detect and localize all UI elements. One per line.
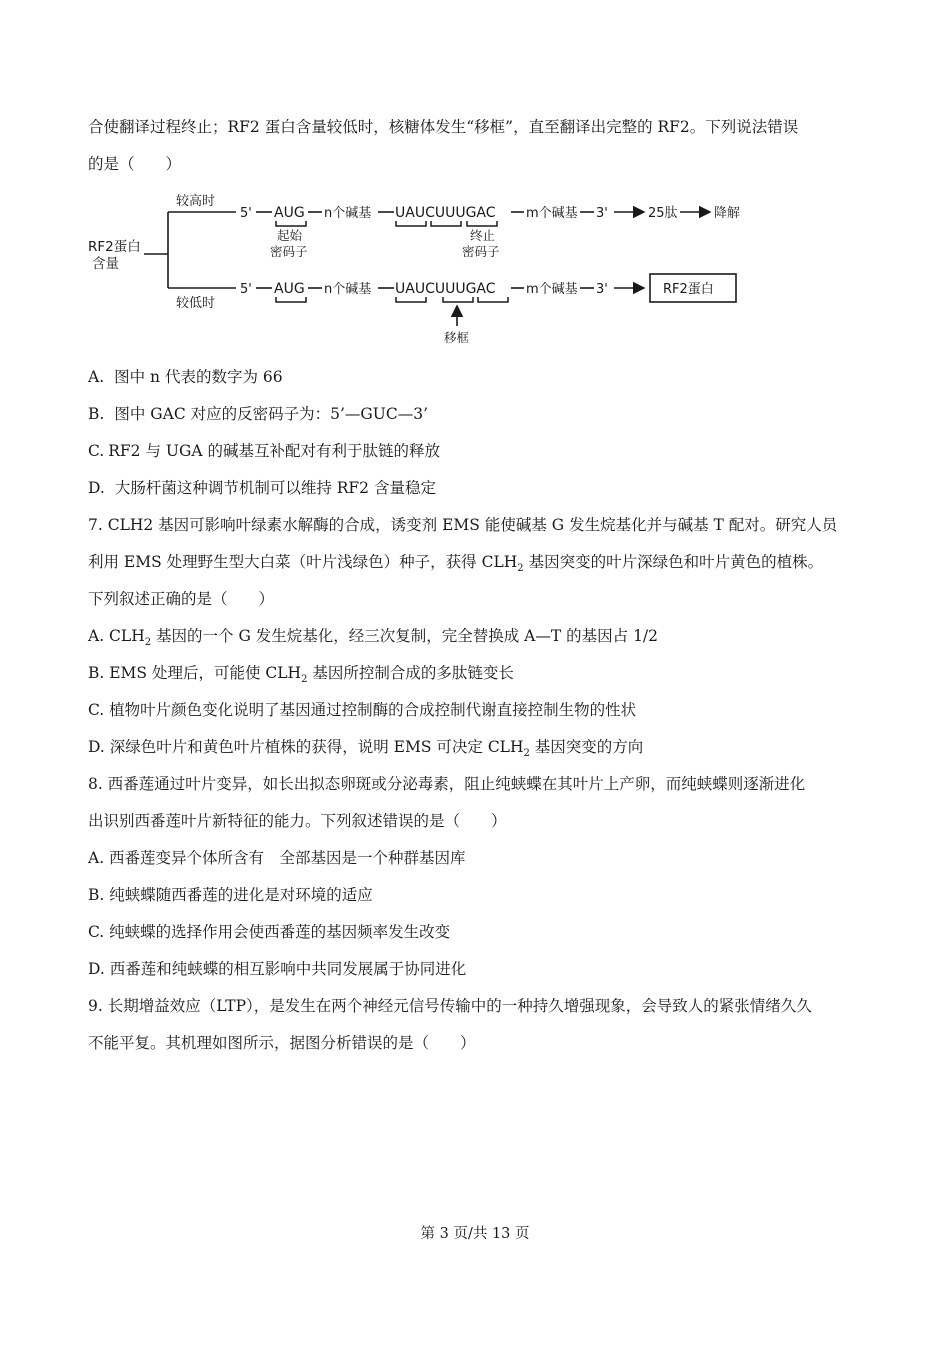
degrade-label: 降解 [714, 206, 741, 221]
q7-option-c: C. 植物叶片颜色变化说明了基因通过控制酶的合成控制代谢直接控制生物的性状 [88, 701, 637, 719]
three-prime-label: 3' [596, 282, 608, 297]
mrna-row-low [240, 274, 736, 345]
five-prime-label: 5' [240, 282, 252, 297]
q7-stem-line3: 下列叙述正确的是（ ） [88, 590, 275, 608]
source-label-line2: 含量 [92, 256, 119, 272]
q6-option-b: B. 图中 GAC 对应的反密码子为：5’—GUC—3’ [88, 405, 428, 423]
q7-stem-line2: 利用 EMS 处理野生型大白菜（叶片浅绿色）种子，获得 $CLH_2$ 基因突变的叶片深绿色和叶片黄色的植株。 [88, 553, 824, 575]
page-footer: 第 3 页/共 13 页 [420, 1226, 530, 1242]
rf2-protein-label: RF2蛋白 [663, 282, 714, 297]
q8-option-d: D. 西番莲和纯蛱蝶的相互影响中共同发展属于协同进化 [88, 960, 467, 978]
high-label: 较高时 [176, 194, 216, 209]
q6-option-d: D. 大肠杆菌这种调节机制可以维持 RF2 含量稳定 [88, 479, 436, 497]
q8-option-c: C. 纯蛱蝶的选择作用会使西番莲的基因频率发生改变 [88, 923, 451, 941]
start-codon: AUG [274, 281, 305, 297]
codon-brackets [276, 297, 508, 302]
rf2-frameshift-diagram [86, 188, 766, 348]
q8-option-b: B. 纯蛱蝶随西番莲的进化是对环境的适应 [88, 886, 373, 904]
q7-option-a: A. $CLH_2$ 基因的一个 G 发生烷基化，经三次复制，完全替换成 A—T 的基因占 1/2 [88, 627, 659, 649]
m-bases-label: m个碱基 [526, 206, 578, 221]
stop-note-line2: 密码子 [462, 244, 500, 259]
branch-lines [144, 212, 236, 288]
q8-stem-line2: 出识别西番莲叶片新特征的能力。下列叙述错误的是（ ） [88, 812, 507, 830]
frameshift-label: 移框 [444, 330, 470, 345]
q8-stem-line1: 8. 西番莲通过叶片变异，如长出拟态卵斑或分泌毒素，阻止纯蛱蝶在其叶片上产卵，而纯蛱蝶则逐渐进化 [88, 775, 806, 793]
start-note-line1: 起始 [277, 228, 303, 243]
peptide-25-label: 25肽 [648, 206, 678, 221]
mrna-row-high [240, 205, 740, 259]
five-prime-label: 5' [240, 206, 252, 221]
q9-stem-line2: 不能平复。其机理如图所示，据图分析错误的是（ ） [88, 1034, 476, 1052]
q6-stem-line2: 的是（ ） [88, 155, 182, 173]
q6-option-a: A. 图中 n 代表的数字为 66 [88, 368, 283, 386]
q6-stem-line1: 合使翻译过程终止；RF2 蛋白含量较低时，核糖体发生“移框”，直至翻译出完整的 RF2。下列说法错误 [88, 118, 799, 136]
codon-brackets [276, 221, 497, 226]
mrna-sequence: UAUCUUUGAC [395, 281, 496, 297]
n-bases-label: n个碱基 [324, 282, 372, 297]
q6-option-c: C. RF2 与 UGA 的碱基互补配对有利于肽链的释放 [88, 442, 440, 460]
source-label-line1: RF2蛋白 [88, 239, 141, 255]
low-label: 较低时 [176, 296, 216, 311]
n-bases-label: n个碱基 [324, 206, 372, 221]
q7-option-b: B. EMS 处理后，可能使 $CLH_2$ 基因所控制合成的多肽链变长 [88, 664, 514, 686]
q8-option-a: A. 西番莲变异个体所含有 全部基因是一个种群基因库 [88, 849, 466, 867]
q9-stem-line1: 9. 长期增益效应（LTP），是发生在两个神经元信号传输中的一种持久增强现象，会导致人的紧张情绪久久 [88, 997, 812, 1015]
m-bases-label: m个碱基 [526, 282, 578, 297]
q7-stem-line1: 7. CLH2 基因可影响叶绿素水解酶的合成，诱变剂 EMS 能使碱基 G 发生烷基化并与碱基 T 配对。研究人员 [88, 516, 838, 534]
q7-option-d: D. 深绿色叶片和黄色叶片植株的获得，说明 EMS 可决定 $CLH_2$ 基因突变的方向 [88, 738, 644, 760]
mrna-sequence: UAUCUUUGAC [395, 205, 496, 221]
start-codon: AUG [274, 205, 305, 221]
three-prime-label: 3' [596, 206, 608, 221]
start-note-line2: 密码子 [270, 244, 308, 259]
stop-note-line1: 终止 [470, 228, 496, 243]
